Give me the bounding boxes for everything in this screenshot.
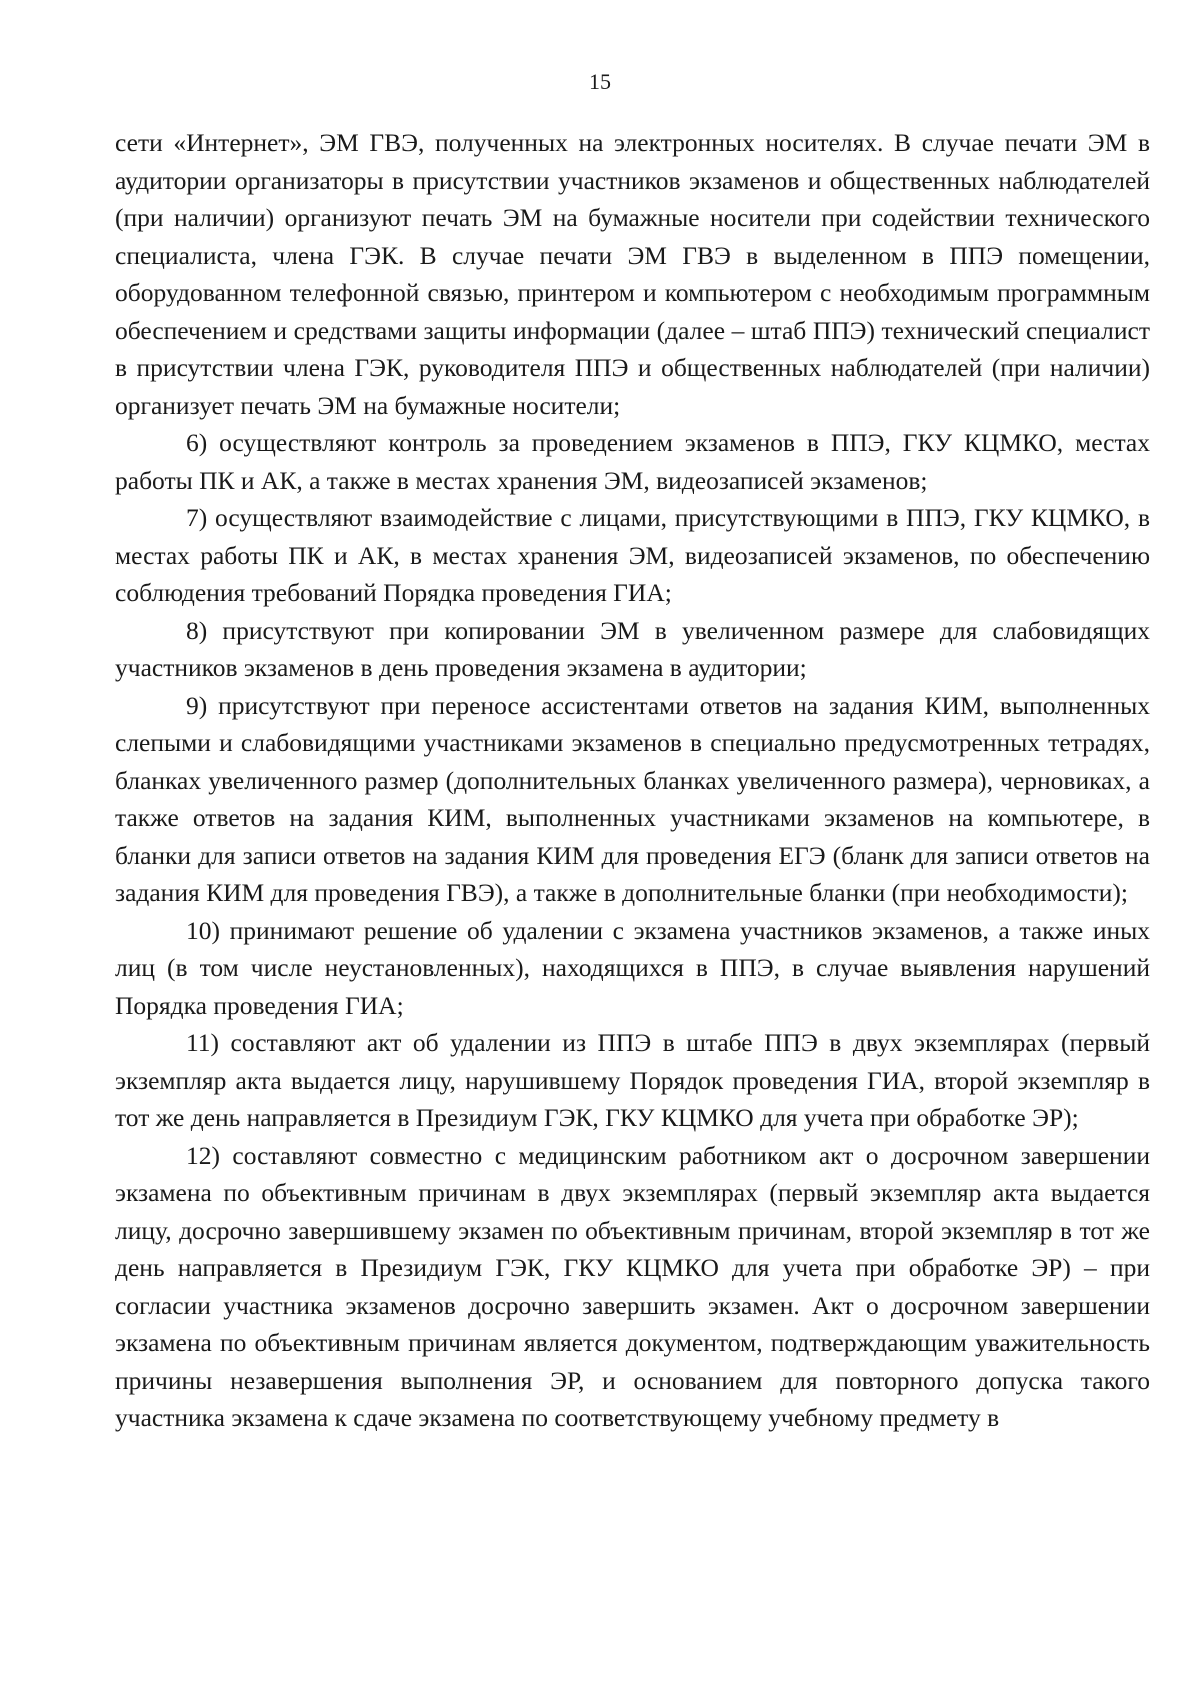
paragraph-item-10: 10) принимают решение об удалении с экзамена участников экзаменов, а также иных лиц (в том числе неустановленных), находящихся в ППЭ, в случае выявления нарушений Порядка проведения ГИА; xyxy=(115,915,1150,1020)
page-number: 15 xyxy=(589,69,611,94)
paragraph-item-8: 8) присутствуют при копировании ЭМ в увеличенном размере для слабовидящих участников экзаменов в день проведения экзамена в аудитории; xyxy=(115,615,1150,682)
paragraph-item-9: 9) присутствуют при переносе ассистентами ответов на задания КИМ, выполненных слепыми и слабовидящими участниками экзаменов в специально предусмотренных тетрадях, бланках увеличенного размер (дополнительных бланках увеличенного размера), черновиках, а также ответов на задания КИМ, выполненных участниками экзаменов на компьютере, в бланки для записи ответов на задания КИМ для проведения ЕГЭ (бланк для записи ответов на задания КИМ для проведения ГВЭ), а также в дополнительные бланки (при необходимости); xyxy=(115,690,1150,907)
paragraph-item-11: 11) составляют акт об удалении из ППЭ в штабе ППЭ в двух экземплярах (первый экземпляр акта выдается лицу, нарушившему Порядок проведения ГИА, второй экземпляр в тот же день направляется в Президиум ГЭК, ГКУ КЦМКО для учета при обработке ЭР); xyxy=(115,1028,1150,1132)
paragraph-item-7: 7) осуществляют взаимодействие с лицами, присутствующими в ППЭ, ГКУ КЦМКО, в местах работы ПК и АК, в местах хранения ЭМ, видеозаписей экзаменов, по обеспечению соблюдения требований Порядка проведения ГИА; xyxy=(115,503,1150,607)
paragraph-item-6: 6) осуществляют контроль за проведением экзаменов в ППЭ, ГКУ КЦМКО, местах работы ПК и АК, а также в местах хранения ЭМ, видеозаписей экзаменов; xyxy=(115,428,1150,495)
paragraph-item-12: 12) составляют совместно с медицинским работником акт о досрочном завершении экзамена по объективным причинам в двух экземплярах (первый экземпляр акта выдается лицу, досрочно завершившему экзамен по объективным причинам, второй экземпляр в тот же день направляется в Президиум ГЭК, ГКУ КЦМКО для учета при обработке ЭР) – при согласии участника экзаменов досрочно завершить экзамен. Акт о досрочном завершении экзамена по объективным причинам является документом, подтверждающим уважительность причины незавершения выполнения ЭР, и основанием для повторного допуска такого участника экзамена к сдаче экзамена по соответствующему учебному предмету в xyxy=(115,1140,1150,1432)
paragraph-continuation: сети «Интернет», ЭМ ГВЭ, полученных на электронных носителях. В случае печати ЭМ в аудитории организаторы в присутствии участников экзаменов и общественных наблюдателей (при наличии) организуют печать ЭМ на бумажные носители при содействии технического специалиста, члена ГЭК. В случае печати ЭМ ГВЭ в выделенном в ППЭ помещении, оборудованном телефонной связью, принтером и компьютером с необходимым программным обеспечением и средствами защиты информации (далее – штаб ППЭ) технический специалист в присутствии члена ГЭК, руководителя ППЭ и общественных наблюдателей (при наличии) организует печать ЭМ на бумажные носители; xyxy=(115,128,1150,420)
document-body xyxy=(115,124,1150,1437)
